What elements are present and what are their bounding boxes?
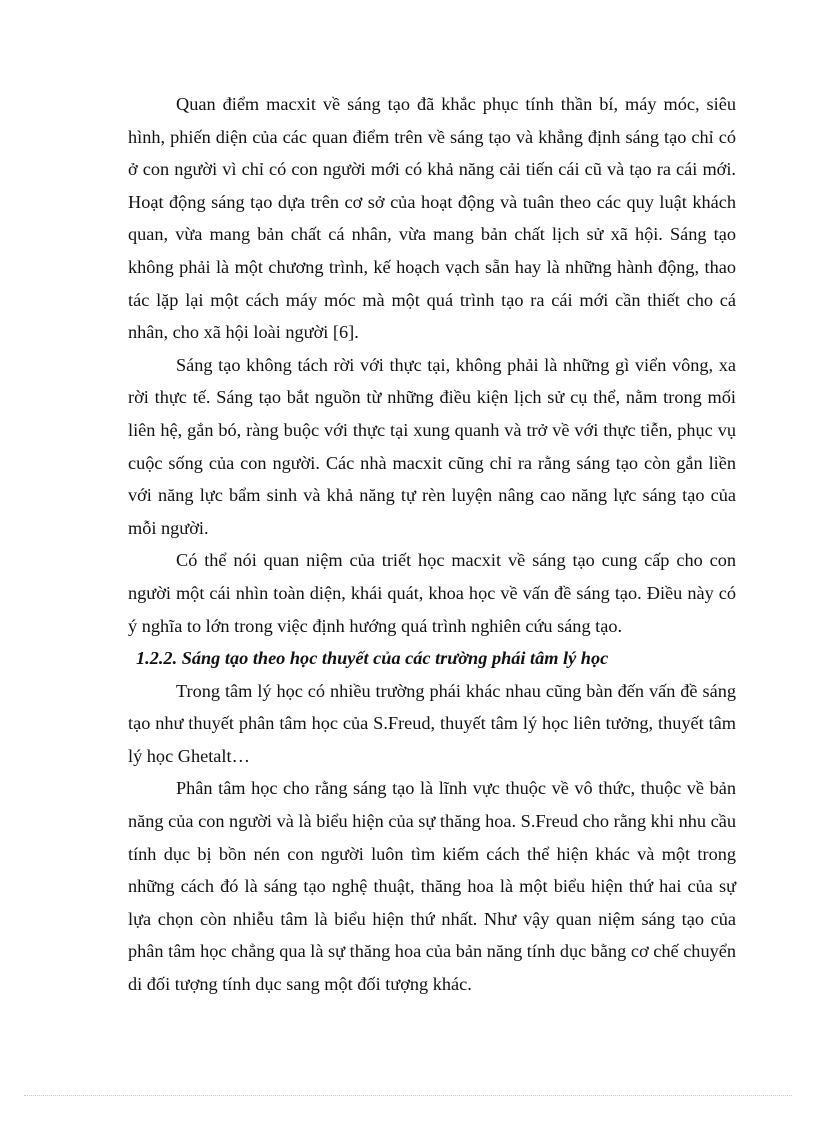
paragraph-macxit-view: Quan điểm macxit về sáng tạo đã khắc phục tính thần bí, máy móc, siêu hình, phiến diện của các quan điểm trên về sáng tạo và khẳng định sáng tạo chỉ có ở con người vì chỉ có con người mới có khả năng cải tiến cái cũ và tạo ra cái mới. Hoạt động sáng tạo dựa trên cơ sở của hoạt động và tuân theo các quy luật khách quan, vừa mang bản chất cá nhân, vừa mang bản chất lịch sử xã hội. Sáng tạo không phải là một chương trình, kế hoạch vạch sẵn hay là những hành động, thao tác lặp lại một cách máy móc mà một quá trình tạo ra cái mới cần thiết cho cá nhân, cho xã hội loài người [6]. bbox=[128, 94, 736, 343]
paragraph-psychology-schools: Trong tâm lý học có nhiều trường phái khác nhau cũng bàn đến vấn đề sáng tạo như thuyết phân tâm học của S.Freud, thuyết tâm lý học liên tưởng, thuyết tâm lý học Ghetalt… bbox=[128, 680, 736, 766]
document-body bbox=[128, 88, 736, 1001]
paragraph-reality: Sáng tạo không tách rời với thực tại, không phải là những gì viển vông, xa rời thực tế. Sáng tạo bắt nguồn từ những điều kiện lịch sử cụ thể, nằm trong mối liên hệ, gắn bó, ràng buộc với thực tại xung quanh và trở về với thực tiễn, phục vụ cuộc sống của con người. Các nhà macxit cũng chỉ ra rằng sáng tạo còn gắn liền với năng lực bẩm sinh và khả năng tự rèn luyện nâng cao năng lực sáng tạo của mỗi người. bbox=[128, 354, 736, 538]
section-heading: 1.2.2. Sáng tạo theo học thuyết của các trường phái tâm lý học bbox=[136, 648, 609, 669]
paragraph-psychoanalysis: Phân tâm học cho rằng sáng tạo là lĩnh vực thuộc về vô thức, thuộc về bản năng của con người và là biểu hiện của sự thăng hoa. S.Freud cho rằng khi nhu cầu tính dục bị bồn nén con người luôn tìm kiếm cách thể hiện khác và một trong những cách đó là sáng tạo nghệ thuật, thăng hoa là một biểu hiện thứ hai của sự lựa chọn còn nhiễu tâm là biểu hiện thứ nhất. Như vậy quan niệm sáng tạo của phân tâm học chẳng qua là sự thăng hoa của bản năng tính dục bằng cơ chế chuyển di đối tượng tính dục sang một đối tượng khác. bbox=[128, 778, 736, 995]
page-bottom-border bbox=[24, 1095, 792, 1096]
paragraph-conclusion: Có thể nói quan niệm của triết học macxit về sáng tạo cung cấp cho con người một cái nhìn toàn diện, khái quát, khoa học về vấn đề sáng tạo. Điều này có ý nghĩa to lớn trong việc định hướng quá trình nghiên cứu sáng tạo. bbox=[128, 550, 736, 636]
